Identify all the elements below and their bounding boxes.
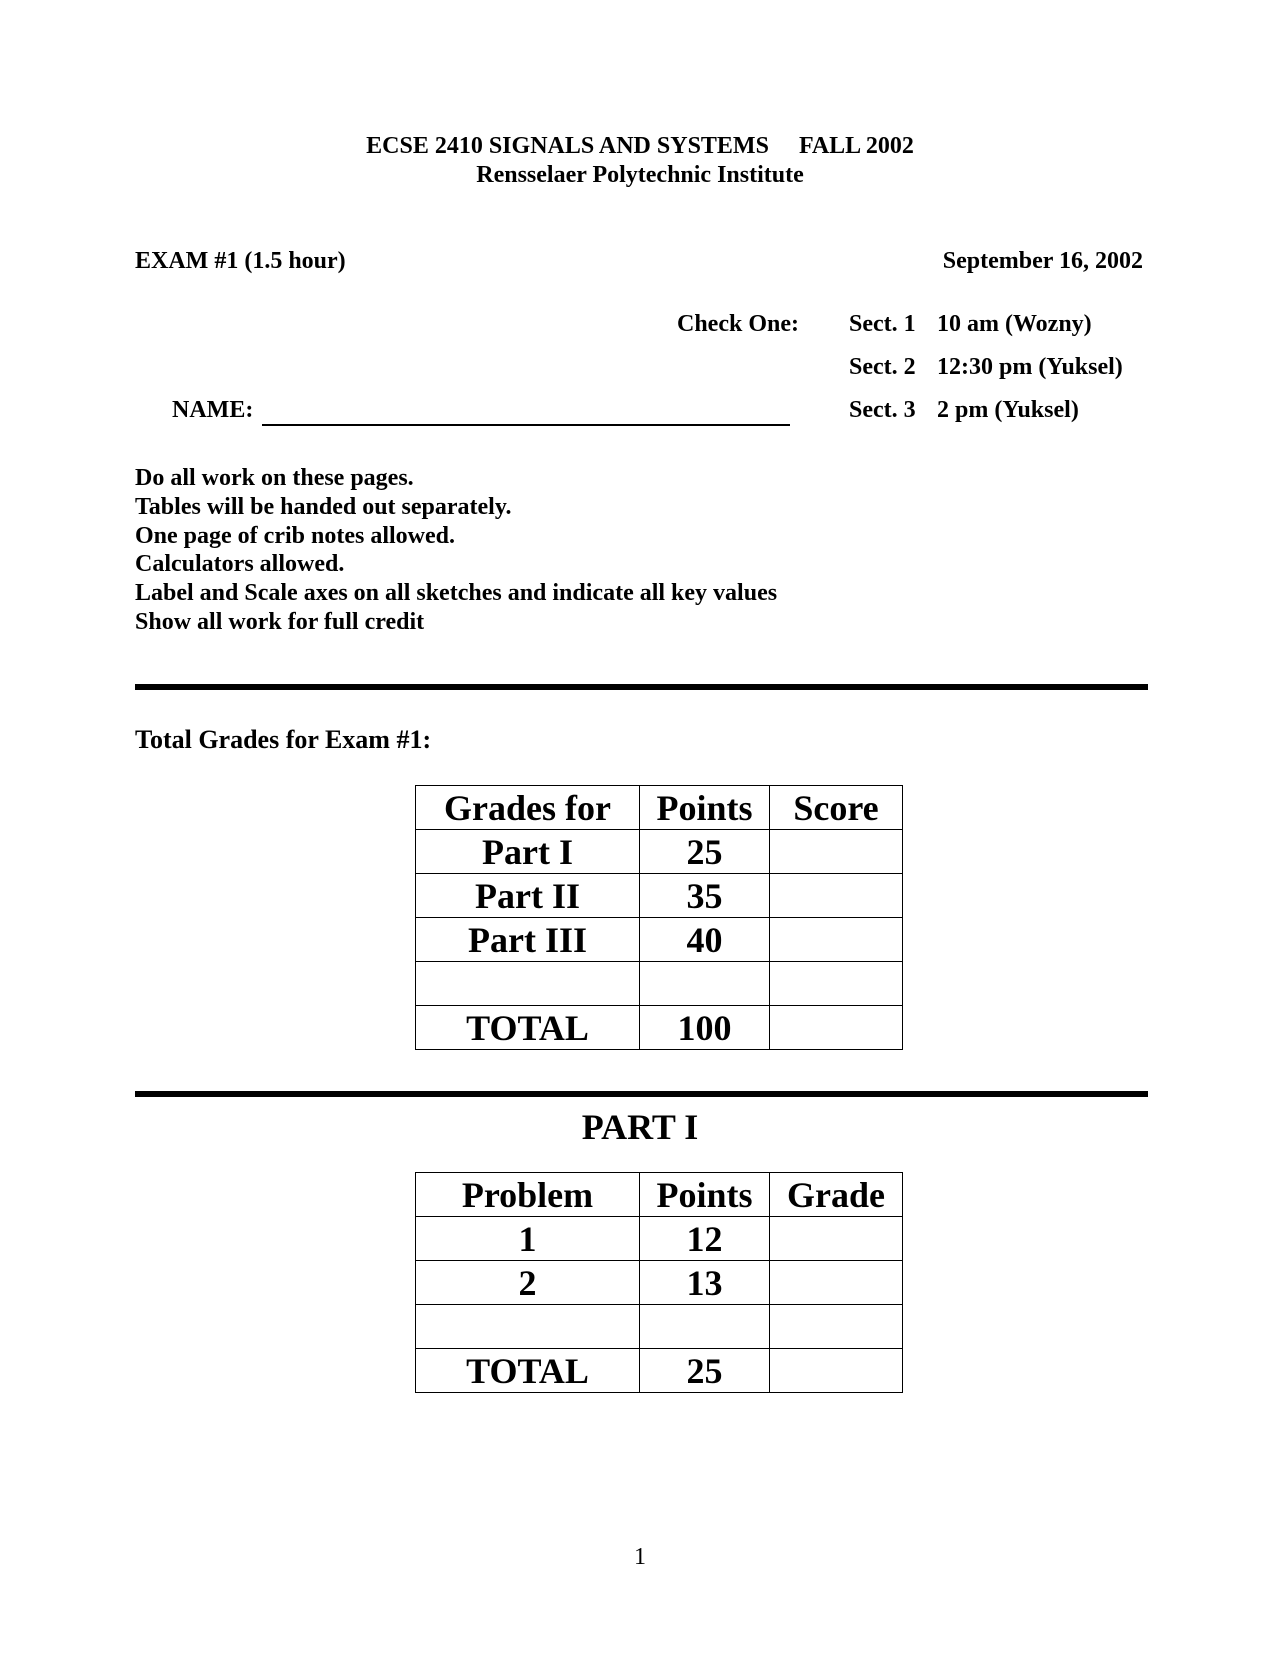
table-header-row — [416, 786, 903, 830]
section-number: Sect. 1 — [849, 311, 916, 337]
section-option-2[interactable] — [849, 354, 1123, 381]
part-title: PART I — [581, 1107, 699, 1147]
grade-cell[interactable] — [770, 1217, 903, 1261]
column-header: Grade — [770, 1173, 903, 1217]
table-row — [416, 1261, 903, 1305]
points-cell — [640, 1305, 770, 1349]
course-header-line — [0, 133, 1280, 160]
part-cell: Part I — [416, 830, 640, 874]
instructions — [135, 464, 777, 637]
course-term: FALL 2002 — [798, 133, 914, 159]
total-grades-table — [415, 785, 903, 1050]
column-header: Points — [640, 786, 770, 830]
column-header: Points — [640, 1173, 770, 1217]
section-option-1[interactable] — [849, 311, 1092, 338]
points-cell: 12 — [640, 1217, 770, 1261]
total-label-cell: TOTAL — [416, 1006, 640, 1050]
section-number: Sect. 3 — [849, 397, 916, 423]
score-cell[interactable] — [770, 962, 903, 1006]
score-cell[interactable] — [770, 830, 903, 874]
table-row — [416, 874, 903, 918]
part1-table — [415, 1172, 903, 1393]
table-row — [416, 1305, 903, 1349]
table-row — [416, 1217, 903, 1261]
section-time: 12:30 pm (Yuksel) — [937, 354, 1123, 380]
institution: Rensselaer Polytechnic Institute — [476, 162, 804, 188]
part-cell — [416, 962, 640, 1006]
instruction-line: One page of crib notes allowed. — [135, 522, 455, 549]
total-points-cell: 25 — [640, 1349, 770, 1393]
total-label-cell: TOTAL — [416, 1349, 640, 1393]
problem-cell: 1 — [416, 1217, 640, 1261]
instruction-line: Tables will be handed out separately. — [135, 493, 512, 520]
name-label: NAME: — [172, 397, 254, 423]
section-time: 2 pm (Yuksel) — [937, 397, 1079, 423]
points-cell: 40 — [640, 918, 770, 962]
section-time: 10 am (Wozny) — [937, 311, 1092, 337]
total-row — [416, 1006, 903, 1050]
part-cell: Part II — [416, 874, 640, 918]
total-grades-heading: Total Grades for Exam #1: — [135, 725, 432, 754]
points-cell — [640, 962, 770, 1006]
total-grade-cell[interactable] — [770, 1349, 903, 1393]
points-cell: 13 — [640, 1261, 770, 1305]
section-option-3[interactable] — [849, 397, 1079, 424]
course-title: ECSE 2410 SIGNALS AND SYSTEMS — [366, 133, 769, 159]
points-cell: 25 — [640, 830, 770, 874]
table-header-row — [416, 1173, 903, 1217]
page-number: 1 — [634, 1544, 646, 1570]
name-input-line[interactable] — [262, 424, 790, 426]
total-score-cell[interactable] — [770, 1006, 903, 1050]
score-cell[interactable] — [770, 874, 903, 918]
score-cell[interactable] — [770, 918, 903, 962]
instruction-line: Show all work for full credit — [135, 608, 425, 635]
section-number: Sect. 2 — [849, 354, 916, 380]
instruction-line: Do all work on these pages. — [135, 465, 414, 491]
instruction-line: Calculators allowed. — [135, 551, 345, 578]
total-points-cell: 100 — [640, 1006, 770, 1050]
divider — [135, 684, 1148, 690]
grade-cell[interactable] — [770, 1261, 903, 1305]
problem-cell — [416, 1305, 640, 1349]
check-one-label: Check One: — [677, 311, 799, 337]
table-row — [416, 918, 903, 962]
points-cell: 35 — [640, 874, 770, 918]
exam-title: EXAM #1 (1.5 hour) — [135, 248, 346, 274]
divider — [135, 1091, 1148, 1097]
column-header: Problem — [416, 1173, 640, 1217]
part-cell: Part III — [416, 918, 640, 962]
column-header: Score — [770, 786, 903, 830]
instruction-line: Label and Scale axes on all sketches and indicate all key values — [135, 580, 778, 607]
grade-cell[interactable] — [770, 1305, 903, 1349]
exam-date: September 16, 2002 — [942, 248, 1143, 274]
table-row — [416, 962, 903, 1006]
column-header: Grades for — [416, 786, 640, 830]
total-row — [416, 1349, 903, 1393]
table-row — [416, 830, 903, 874]
problem-cell: 2 — [416, 1261, 640, 1305]
